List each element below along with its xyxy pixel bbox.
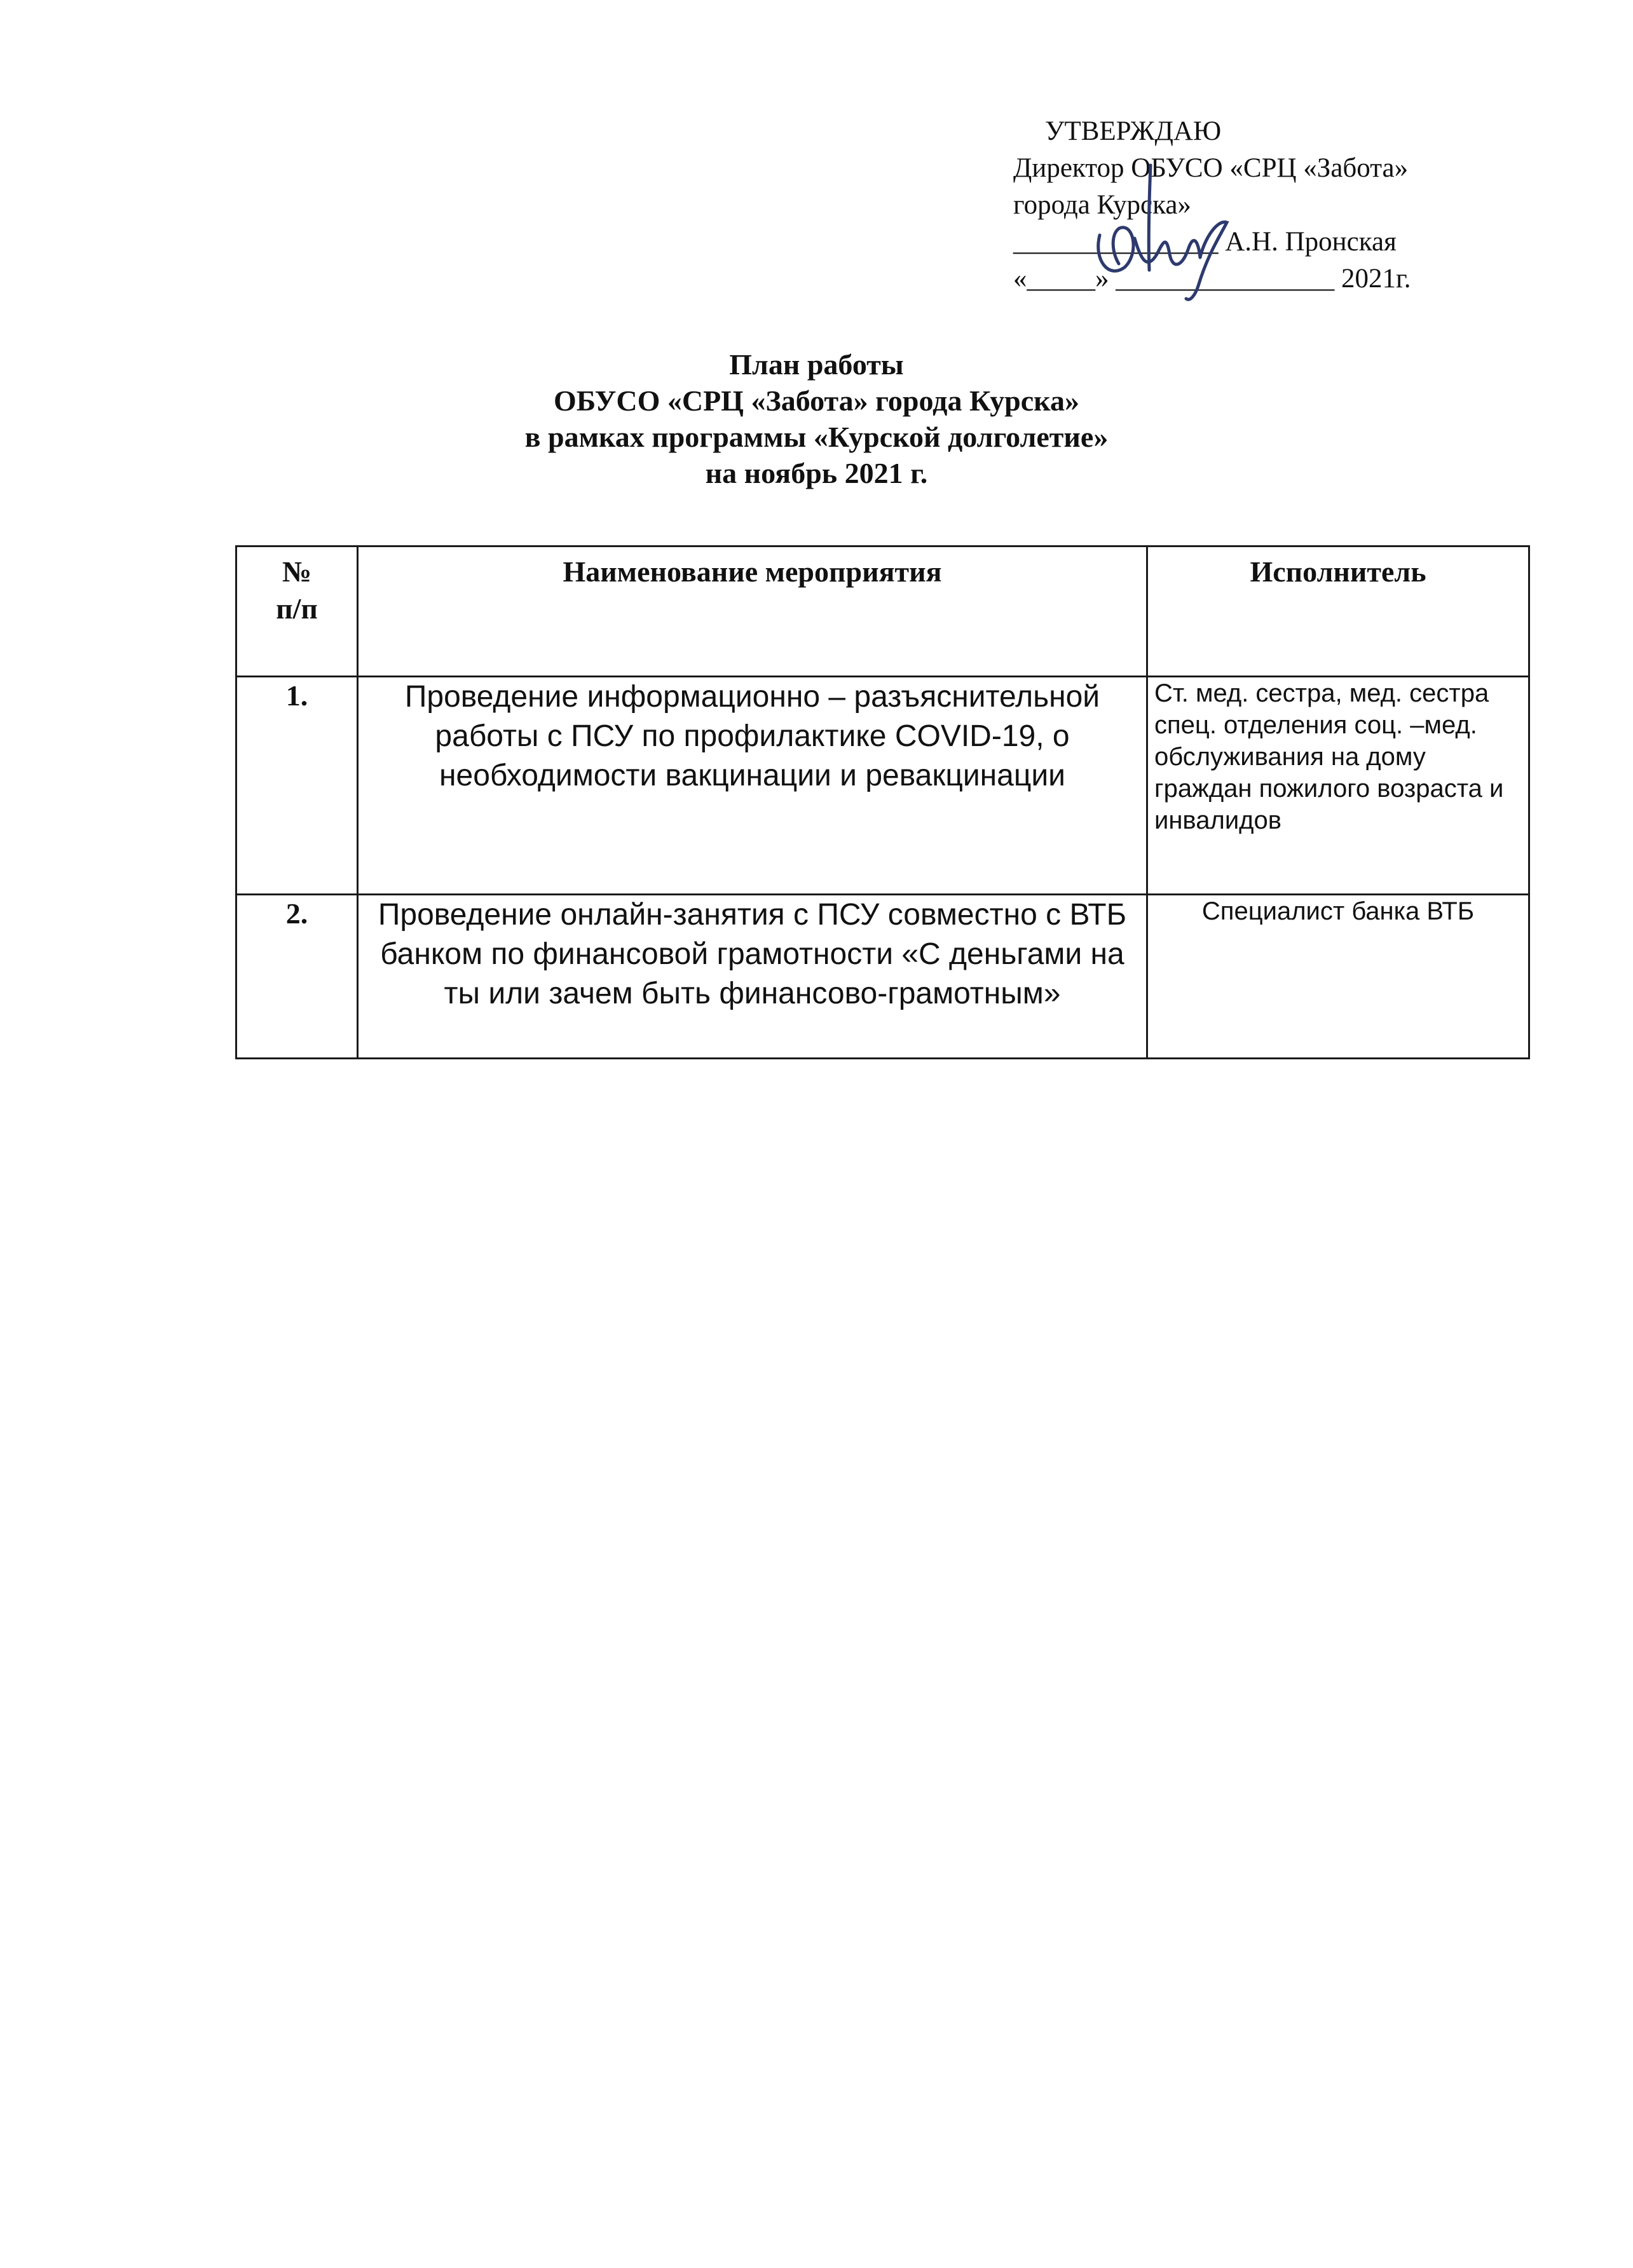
row-num: 1. bbox=[236, 677, 358, 895]
approval-position-line2: города Курска» bbox=[1013, 190, 1191, 220]
header-name: Наименование мероприятия bbox=[358, 547, 1147, 677]
row-executor: Специалист банка ВТБ bbox=[1147, 895, 1529, 1059]
header-num bbox=[236, 547, 358, 677]
row-event-name: Проведение онлайн-занятия с ПСУ совместно с ВТБ банком по финансовой грамотности «С деньгами на ты или зачем быть финансово-грамотным» bbox=[358, 895, 1147, 1059]
title-line-1: План работы bbox=[729, 348, 904, 381]
title-line-2: ОБУСО «СРЦ «Забота» города Курска» bbox=[554, 384, 1079, 417]
approval-position-line1: Директор ОБУСО «СРЦ «Забота» bbox=[1013, 153, 1409, 183]
row-num: 2. bbox=[236, 895, 358, 1059]
document-title bbox=[0, 346, 1633, 491]
table-header-row bbox=[236, 547, 1529, 677]
approval-heading: УТВЕРЖДАЮ bbox=[1045, 116, 1222, 146]
title-line-3: в рамках программы «Курской долголетие» bbox=[524, 421, 1109, 453]
approval-date-line: «_____» ________________ 2021г. bbox=[1013, 264, 1411, 294]
header-executor: Исполнитель bbox=[1147, 547, 1529, 677]
header-num-line1: № bbox=[282, 555, 312, 588]
plan-table bbox=[235, 545, 1530, 1059]
signature-icon bbox=[1074, 159, 1246, 305]
table-row bbox=[236, 895, 1529, 1059]
header-num-line2: п/п bbox=[276, 592, 318, 625]
row-executor: Ст. мед. сестра, мед. сестра спец. отделения соц. –мед. обслуживания на дому граждан пожилого возраста и инвалидов bbox=[1147, 677, 1529, 895]
approval-sign-line: _______________ А.Н. Пронская bbox=[1013, 227, 1397, 257]
title-line-4: на ноябрь 2021 г. bbox=[705, 457, 928, 489]
row-event-name: Проведение информационно – разъяснительной работы с ПСУ по профилактике COVID-19, о необходимости вакцинации и ревакцинации bbox=[358, 677, 1147, 895]
table-row bbox=[236, 677, 1529, 895]
